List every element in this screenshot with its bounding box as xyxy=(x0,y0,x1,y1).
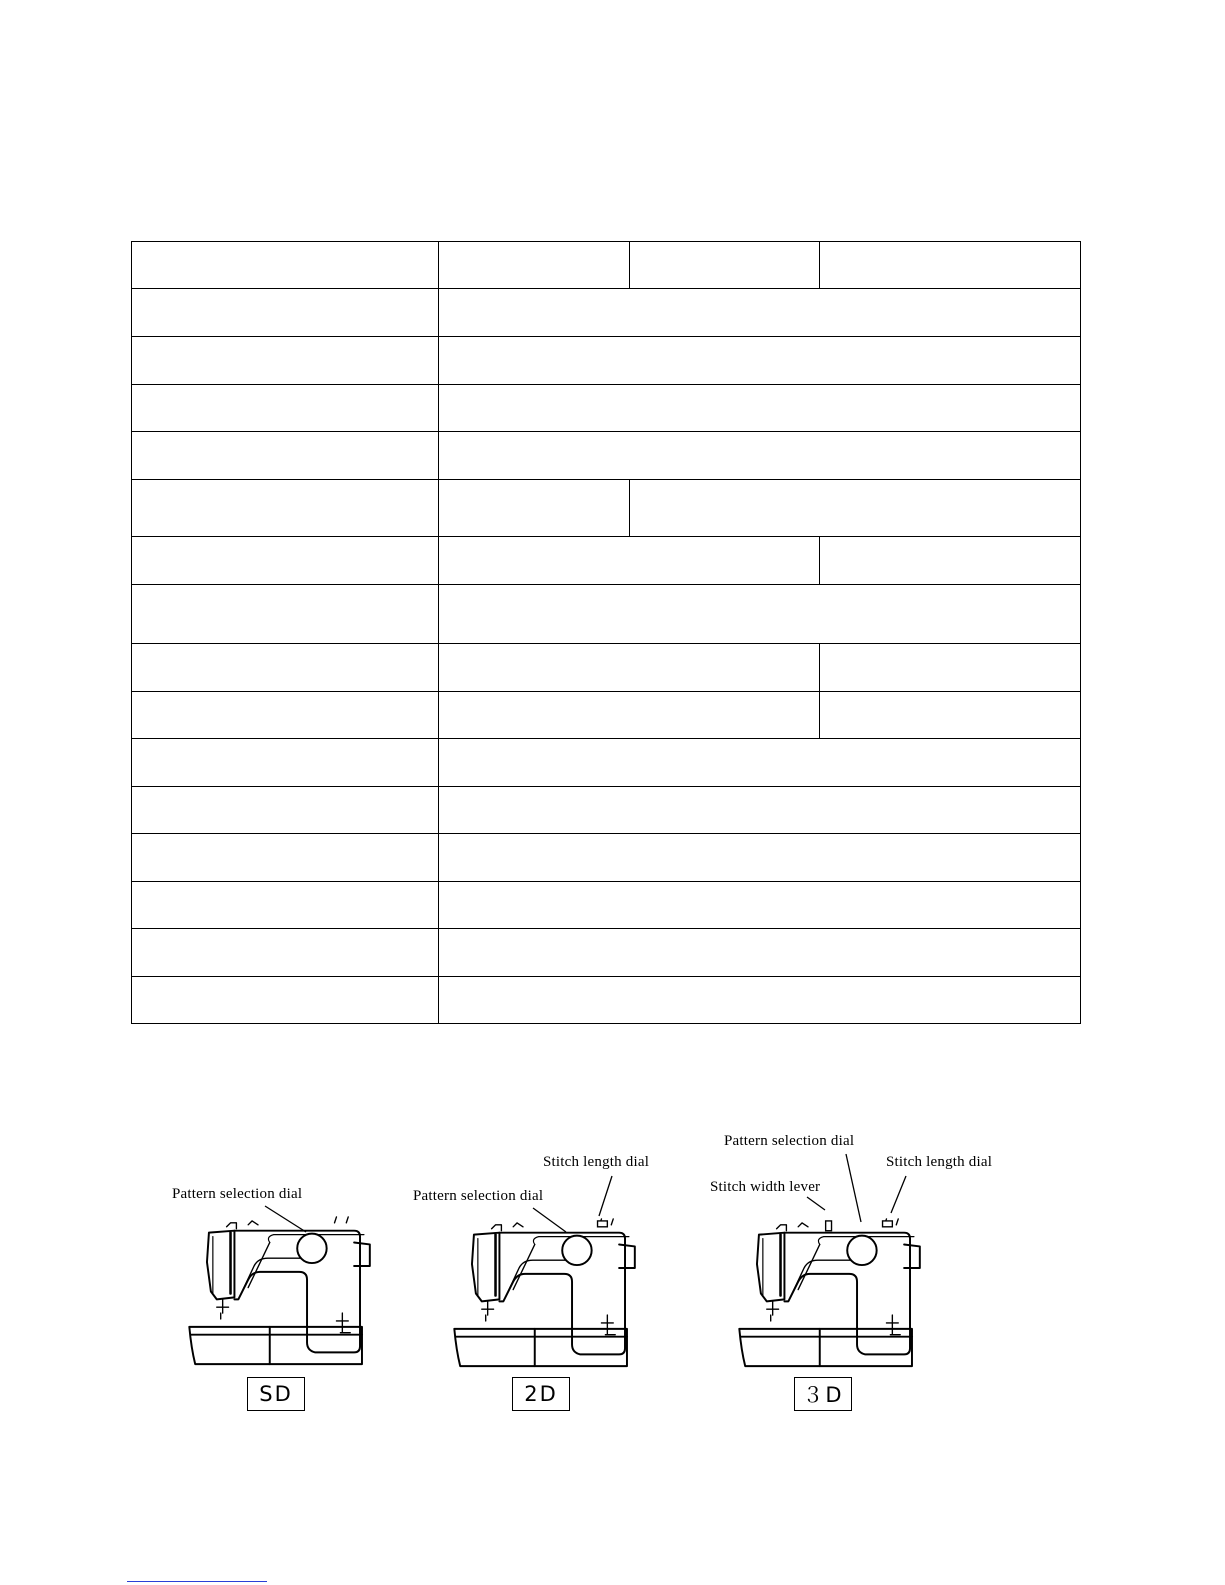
model-label-3d: ３D xyxy=(794,1377,852,1411)
machine-illustration-2d xyxy=(448,1217,648,1372)
stitch-width-lever xyxy=(826,1221,832,1231)
model-label-2d: 2D xyxy=(512,1377,570,1411)
pattern-selection-dial xyxy=(562,1236,591,1265)
stitch-length-dial-callout: Stitch length dial xyxy=(886,1154,993,1170)
footer-rule xyxy=(127,1581,267,1582)
stitch-length-dial xyxy=(883,1221,893,1227)
pattern-selection-dial xyxy=(847,1236,876,1265)
stitch-length-dial-callout: Stitch length dial xyxy=(543,1154,650,1170)
model-label-sd: SD xyxy=(247,1377,305,1411)
stitch-width-lever-callout: Stitch width lever xyxy=(710,1179,821,1195)
pattern-selection-dial-callout: Pattern selection dial xyxy=(413,1188,544,1204)
stitch-length-dial xyxy=(598,1221,608,1227)
machine-illustration-3d xyxy=(733,1217,933,1372)
pattern-selection-dial-callout: Pattern selection dial xyxy=(172,1186,303,1202)
pattern-selection-dial-callout: Pattern selection dial xyxy=(724,1133,855,1149)
